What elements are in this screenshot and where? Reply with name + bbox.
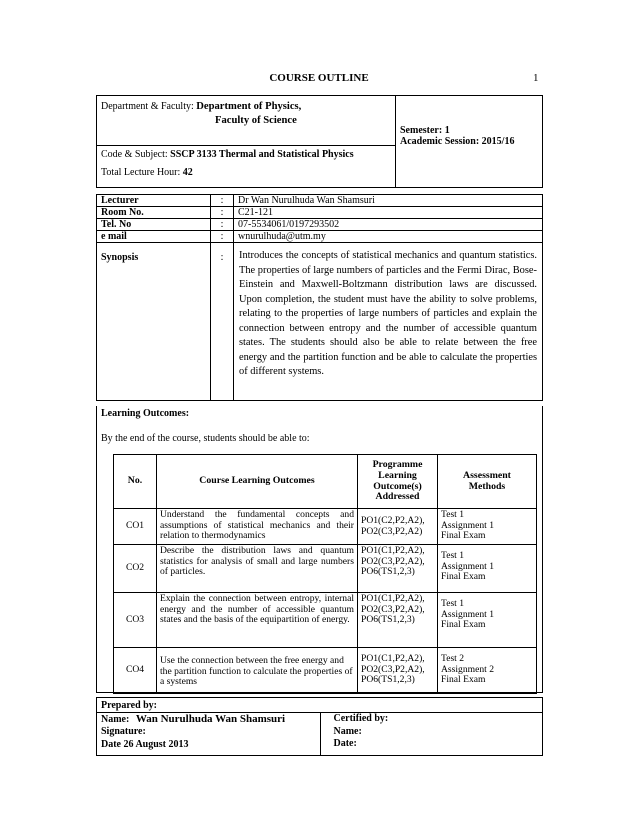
hours-label: Total Lecture Hour: [101,167,181,178]
po-cell [358,648,438,694]
po-item: PO6(TS1,2,3) [361,614,415,626]
room-value: C21-121 [234,207,543,219]
po-item: PO2(C3,P2,A2) [361,525,423,537]
lecturer-table [96,194,543,401]
certified-name-label: Name: [333,725,362,737]
certified-date-label: Date: [333,738,357,749]
code-value: SSCP 3133 Thermal and Statistical Physics [170,149,354,160]
assessment-item: Test 1 [441,509,465,520]
po-item: PO2(C3,P2,A2), [361,663,425,675]
co-number: CO2 [114,545,157,593]
po-item: PO2(C3,P2,A2), [361,603,425,615]
header-po: Programme Learning Outcome(s) Addressed [358,455,438,509]
synopsis-label: Synopsis [97,243,211,401]
header-assessment: Assessment Methods [438,455,537,509]
prepared-by-label: Prepared by: [101,700,158,711]
po-item: PO1(C1,P2,A2), [361,593,425,604]
co-description: Use the connection between the free energy and the partition function to calculate the properties of a systems [157,648,358,694]
co-description: Explain the connection between entropy, internal energy and the number of accessible quantum states and the basis of the equipartition of energy. [157,593,358,648]
hours-value: 42 [182,167,193,178]
department-cell [97,96,396,146]
synopsis-text: Introduces the concepts of statistical mechanics and quantum statistics. The properties of large numbers of particles and the Fermi Dirac, Bose-Einstein and Maxwell-Boltzmann distribution laws are discussed. Upon completion, the student must have the ability to solve problems, relating to the properties of large numbers of particles and explain the connection between entropy and the number of accessible quantum states. The students should also be able to relate between the free energy and the partition function and be able to calculate the properties of different systems. [234,243,543,401]
po-item: PO6(TS1,2,3) [361,674,415,686]
assessment-item: Final Exam [441,530,486,542]
page-number: 1 [533,72,539,84]
co-number: CO3 [114,593,157,648]
tel-value: 07-5534061/0197293502 [234,219,543,231]
certified-cell [320,698,543,756]
faculty-value: Faculty of Science [215,115,297,126]
table-row [114,509,537,545]
po-item: PO1(C1,P2,A2), [361,545,425,556]
po-item: PO6(TS1,2,3) [361,566,415,578]
room-label: Room No. [97,207,211,219]
lecturer-value: Dr Wan Nurulhuda Wan Shamsuri [234,195,543,207]
co-number: CO1 [114,509,157,545]
semester-cell [396,96,543,188]
learning-outcomes-intro: By the end of the course, students should be able to: [101,433,310,444]
preparer-name: Wan Nurulhuda Wan Shamsuri [135,712,286,725]
assessment-cell [438,648,537,694]
department-label: Department & Faculty: [101,101,194,112]
footer-top-line [96,712,543,713]
lecturer-label: Lecturer [97,195,211,207]
assessment-item: Assignment 1 [441,560,495,572]
po-cell [358,509,438,545]
email-label: e mail [97,231,211,243]
po-cell [358,545,438,593]
colon: : [211,207,234,219]
po-cell [358,593,438,648]
po-item: PO2(C3,P2,A2), [361,555,425,567]
prepared-date: Date 26 August 2013 [101,738,189,750]
assessment-cell [438,509,537,545]
assessment-item: Test 1 [441,598,465,609]
signature-label: Signature: [101,726,146,737]
footer-divider [320,712,321,756]
assessment-item: Assignment 1 [441,519,495,531]
colon: : [211,195,234,207]
page-title: COURSE OUTLINE [269,72,369,84]
co-description: Describe the distribution laws and quantum statistics for analysis of small and large numbers of particles. [157,545,358,593]
co-number: CO4 [114,648,157,694]
co-description: Understand the fundamental concepts and assumptions of statistical mechanics and their relation to thermodynamics [157,509,358,545]
name-label: Name: [101,713,130,725]
colon: : [211,219,234,231]
assessment-item: Assignment 2 [441,663,495,675]
assessment-item: Assignment 1 [441,608,495,620]
assessment-item: Test 1 [441,550,465,561]
assessment-cell [438,545,537,593]
email-value: wnurulhuda@utm.my [234,231,543,243]
header-clo: Course Learning Outcomes [157,455,358,509]
assessment-item: Final Exam [441,571,486,583]
header-no: No. [114,455,157,509]
session-text: Academic Session: 2015/16 [400,135,515,147]
semester-text: Semester: 1 [400,124,450,136]
table-row [114,545,537,593]
po-item: PO1(C2,P2,A2), [361,514,425,526]
code-cell [97,146,396,188]
assessment-cell [438,593,537,648]
course-learning-outcomes-table [113,454,537,694]
colon: : [211,243,234,401]
assessment-item: Final Exam [441,619,486,631]
po-item: PO1(C1,P2,A2), [361,653,425,664]
table-row [114,648,537,694]
assessment-item: Test 2 [441,653,465,664]
course-info-table [96,95,543,188]
learning-outcomes-heading: Learning Outcomes: [101,408,190,419]
table-row [114,593,537,648]
code-label: Code & Subject: [101,149,168,160]
prepared-cell [97,698,320,756]
department-value: Department of Physics, [196,101,302,112]
colon: : [211,231,234,243]
tel-label: Tel. No [97,219,211,231]
certified-by-label: Certified by: [333,713,389,724]
assessment-item: Final Exam [441,674,486,686]
